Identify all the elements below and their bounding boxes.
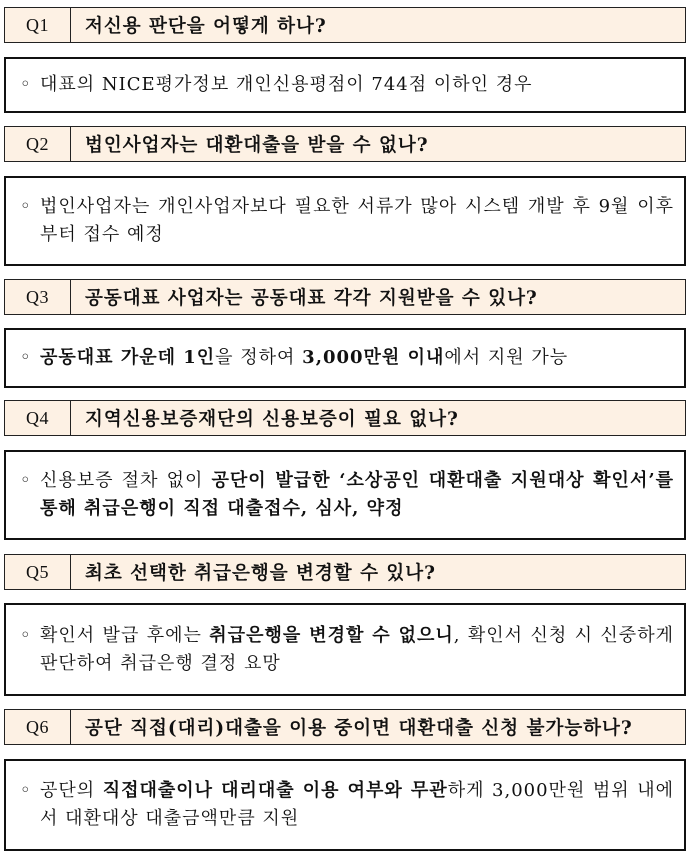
question-header [4,400,686,436]
bullet-icon: ◦ [20,196,32,217]
question-text: 저신용 판단을 어떻게 하나? [85,16,327,37]
question-number: Q3 [5,280,71,314]
question-header [4,554,686,590]
answer-segment: 대표의 NICE평가정보 개인신용평점이 744점 이하인 경우 [40,74,533,95]
answer-text [40,344,568,372]
question-text: 지역신용보증재단의 신용보증이 필요 없나? [85,409,459,430]
answer-text [40,71,533,99]
answer-text [40,622,674,678]
question-header [4,279,686,315]
answer-segment: 에서 지원 가능 [444,347,569,368]
question-number: Q4 [5,401,71,435]
answer-text [40,193,674,249]
answer-segment: 하게 3,000만원 범위 내에서 대환대상 대출금액만큼 지원 [40,780,674,829]
answer-box [4,328,686,388]
answer-segment-bold: 3,000만원 이내 [302,347,445,368]
answer-text [40,777,674,833]
answer-segment: 확인서 발급 후에는 [40,624,210,646]
answer-segment: 신용보증 절차 없이 [40,470,212,491]
answer-box [4,176,686,266]
answer-segment: 법인사업자는 개인사업자보다 필요한 서류가 많아 시스템 개발 후 9월 이후부터 접수 예정 [40,196,674,245]
question-text: 법인사업자는 대환대출을 받을 수 없나? [85,135,429,156]
question-number: Q1 [5,8,71,42]
question-text: 최초 선택한 취급은행을 변경할 수 있나? [85,563,436,584]
bullet-icon: ◦ [20,74,32,95]
answer-text [40,467,674,523]
question-number: Q2 [5,127,71,161]
bullet-icon: ◦ [20,624,32,646]
answer-segment: , 확인서 신청 시 신중하게 판단하여 취급은행 결정 요망 [40,624,674,674]
answer-segment-bold: 공단이 발급한 ‘소상공인 대환대출 지원대상 확인서’를 통해 취급은행이 직접 대출접수, 심사, 약정 [40,470,674,519]
answer-segment: 을 정하여 [215,347,303,368]
question-header [4,126,686,162]
question-header [4,7,686,43]
answer-segment-bold: 공동대표 가운데 1인 [40,347,216,368]
question-text: 공단 직접(대리)대출을 이용 중이면 대환대출 신청 불가능하나? [85,718,633,739]
bullet-icon: ◦ [20,347,32,368]
answer-box [4,603,686,696]
bullet-icon: ◦ [20,780,32,801]
answer-segment-bold: 취급은행을 변경할 수 없으니 [209,624,454,646]
question-number: Q6 [5,710,71,744]
question-number: Q5 [5,555,71,589]
answer-box [4,57,686,113]
question-text: 공동대표 사업자는 공동대표 각각 지원받을 수 있나? [85,288,538,309]
answer-box [4,450,686,540]
answer-segment-bold: 직접대출이나 대리대출 이용 여부와 무관 [102,780,448,801]
answer-box [4,759,686,851]
bullet-icon: ◦ [20,470,32,491]
answer-segment: 공단의 [40,780,103,801]
question-header [4,709,686,745]
